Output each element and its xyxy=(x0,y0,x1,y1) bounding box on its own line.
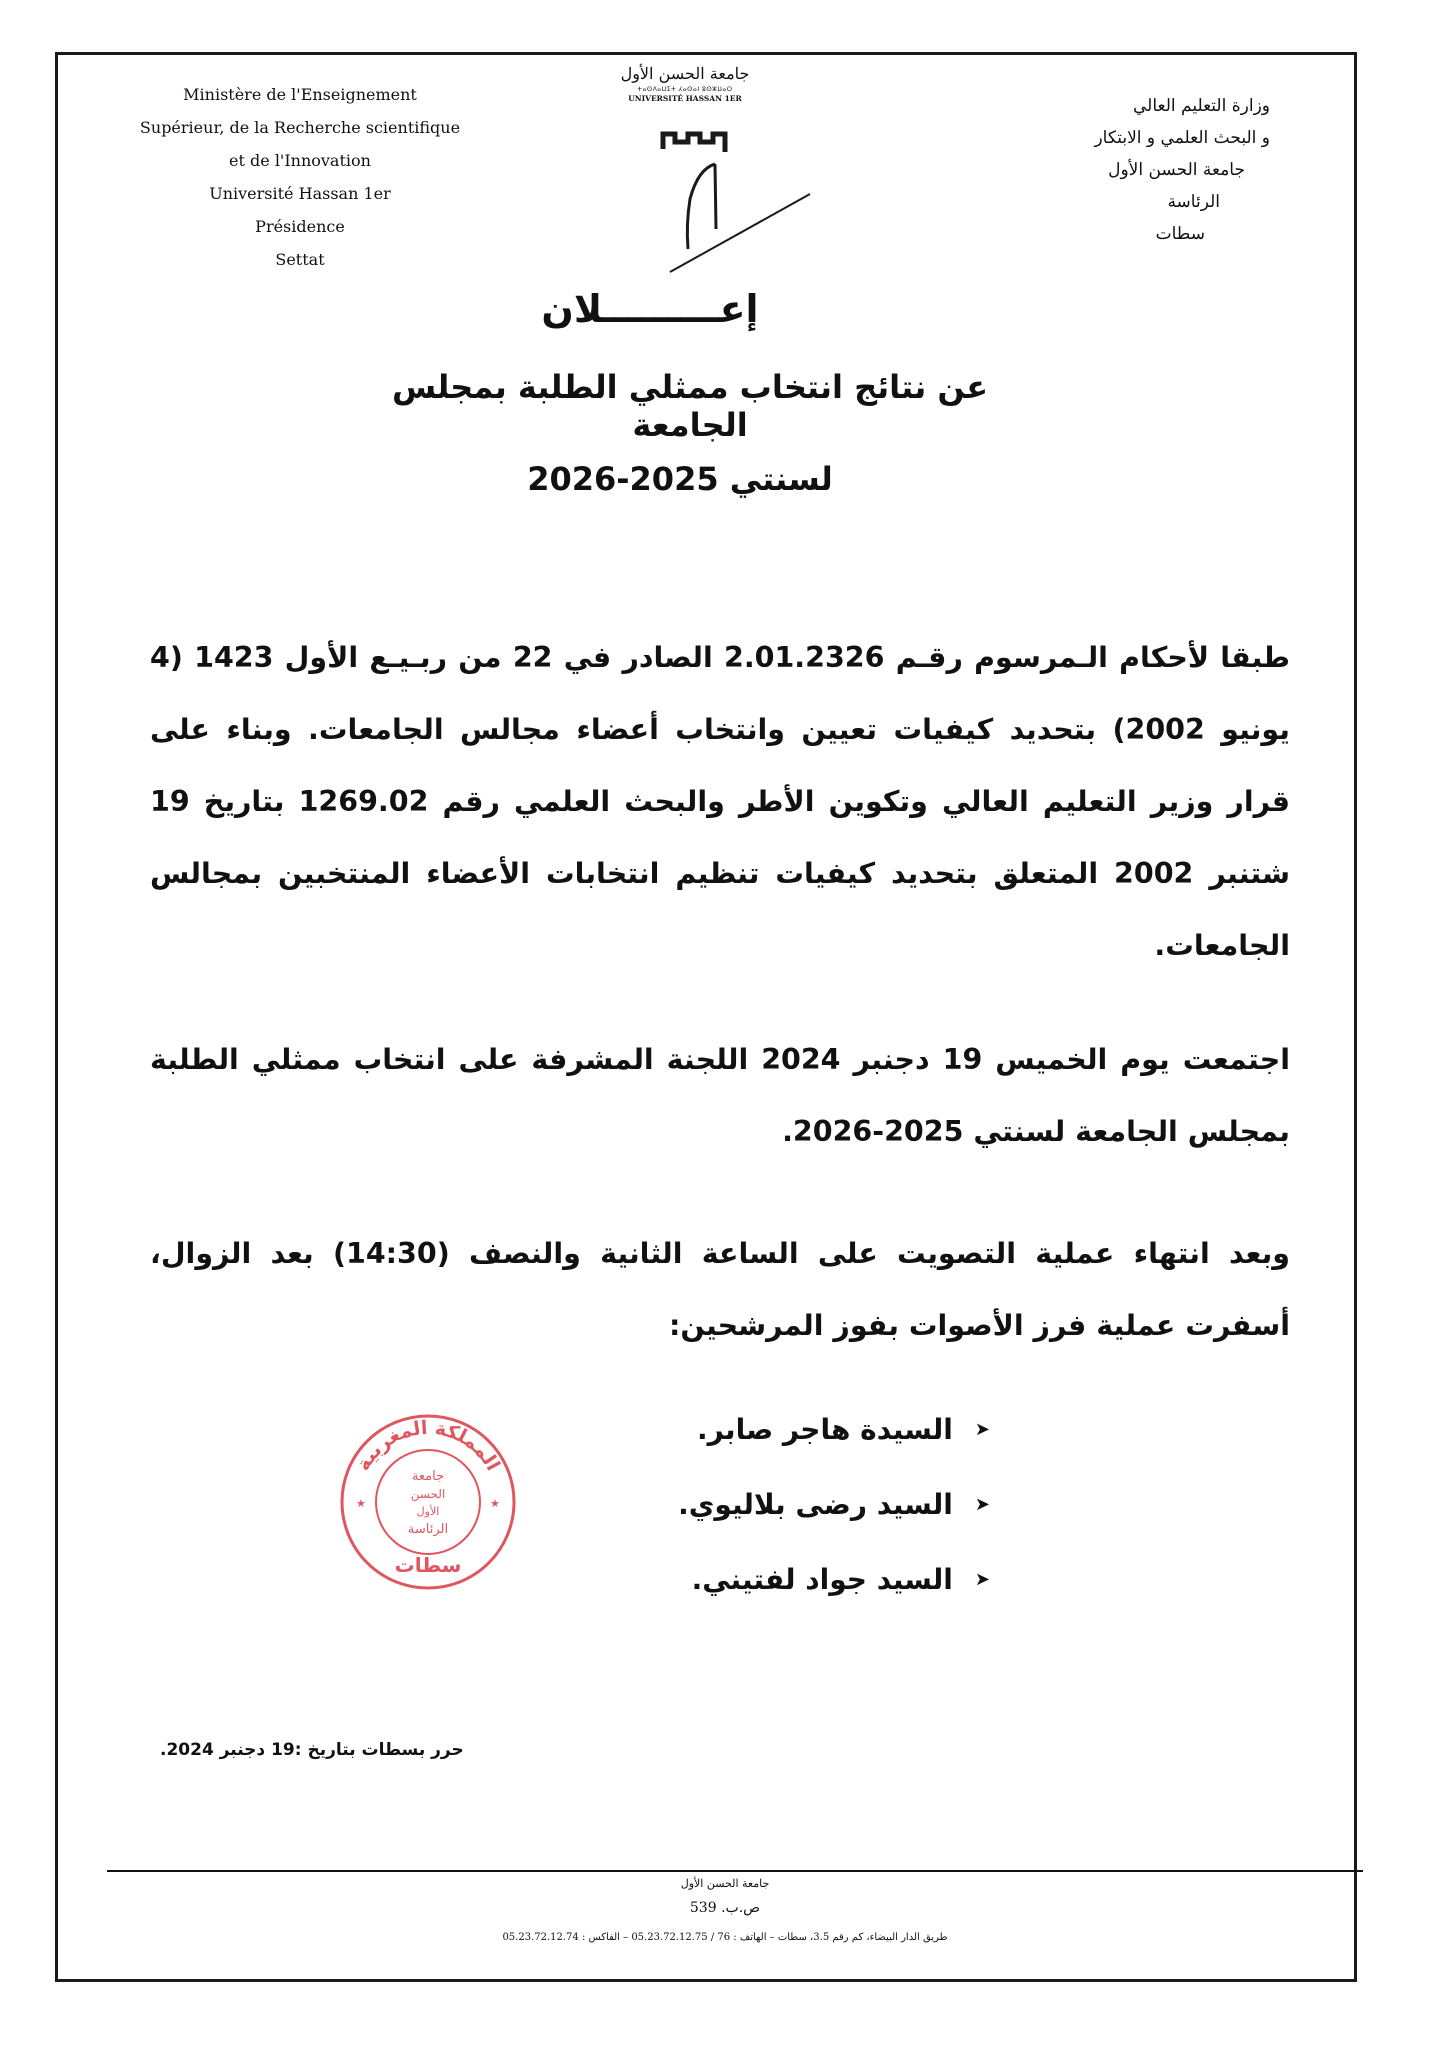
footer-contact: طريق الدار البيضاء، كم رقم 3.5، سطات – الهاتف : 76 / 05.23.72.12.75 – الفاكس : 05.23.72.12.74 xyxy=(502,1932,948,1943)
logo-french-name: UNIVERSITÉ HASSAN 1ER xyxy=(628,94,742,103)
logo-tifinagh-name: ⵜⴰⵙⴷⴰⵡⵉⵜ ⵃⴰⵙⴰⵏ ⵓⵙⵣⵡⴰⵔ xyxy=(637,86,733,93)
header-arabic-line: وزارة التعليم العالي xyxy=(1132,96,1270,116)
footer-po-box: ص.ب. 539 xyxy=(689,1900,761,1916)
stamp-city: سطات xyxy=(394,1553,462,1577)
header-arabic-line: سطات xyxy=(1155,224,1205,244)
logo-arabic-name: جامعة الحسن الأول xyxy=(620,64,750,83)
stamp-inner-line: جامعة xyxy=(411,1469,445,1484)
winners-list xyxy=(678,1392,990,1617)
logo-tower-icon xyxy=(620,64,820,284)
issued-date-line: حرر بسطات بتاريخ :19 دجنبر 2024. xyxy=(160,1740,464,1760)
header-french-line: Présidence xyxy=(255,217,345,236)
paragraph-vote-results: وبعد انتهاء عملية التصويت على الساعة الثانية والنصف (14:30) بعد الزوال، أسفرت عملية فرز الأصوات بفوز المرشحين: xyxy=(150,1237,1290,1342)
header-arabic-line: جامعة الحسن الأول xyxy=(1108,160,1245,180)
header-french-line: Université Hassan 1er xyxy=(209,184,391,203)
announcement-subtitle: عن نتائج انتخاب ممثلي الطلبة بمجلس الجامعة xyxy=(391,368,989,444)
university-logo xyxy=(620,64,820,284)
header-arabic-block xyxy=(960,90,1270,250)
announcement-title: إعـــــــــلان xyxy=(541,287,759,331)
svg-text:المملكة المغربية xyxy=(352,1417,504,1475)
header-french-line: et de l'Innovation xyxy=(229,151,371,170)
paragraph-committee-meeting: اجتمعت يوم الخميس 19 دجنبر 2024 اللجنة المشرفة على انتخاب ممثلي الطلبة بمجلس الجامعة لسنتي 2025-2026. xyxy=(150,1043,1291,1148)
official-stamp xyxy=(338,1412,518,1592)
list-item xyxy=(678,1542,990,1617)
list-item xyxy=(678,1467,990,1542)
footer-divider xyxy=(107,1870,1363,1872)
footer-university-name: جامعة الحسن الأول xyxy=(680,1877,770,1890)
stamp-star-icon: ★ xyxy=(356,1497,366,1510)
stamp-inner-line: الأول xyxy=(416,1505,440,1518)
announcement-years: لسنتي 2025-2026 xyxy=(527,460,833,498)
paragraph-legal-basis: طبقا لأحكام الـمرسوم رقـم 2.01.2326 الصادر في 22 من ربـيـع الأول 1423 (4 يونيو 2002) بتحديد كيفيات تعيين وانتخاب أعضاء مجالس الجامعات. وبناء على قرار وزير التعليم العالي وتكوين الأطر والبحث العلمي رقم 1269.02 بتاريخ 19 شتنبر 2002 المتعلق بتحديد كيفيات تنظيم انتخابات الأعضاء المنتخبين بمجالس الجامعات. xyxy=(150,641,1291,962)
page-border xyxy=(55,52,1357,1982)
candidate-name: السيدة هاجر صابر. xyxy=(697,1413,953,1446)
header-french-block xyxy=(120,78,480,276)
header-arabic-line: و البحث العلمي و الابتكار xyxy=(1094,128,1270,148)
header-french-line: Settat xyxy=(275,250,325,269)
candidate-name: السيد جواد لفتيني. xyxy=(691,1563,953,1596)
stamp-inner-line: الحسن xyxy=(410,1487,446,1501)
stamp-outer-text: المملكة المغربية xyxy=(352,1416,505,1475)
header-arabic-line: الرئاسة xyxy=(1167,192,1220,212)
list-item xyxy=(678,1392,990,1467)
header-french-line: Supérieur, de la Recherche scientifique xyxy=(139,118,461,137)
stamp-star-icon: ★ xyxy=(490,1497,500,1510)
header-french-line: Ministère de l'Enseignement xyxy=(183,85,417,104)
candidate-name: السيد رضى بلاليوي. xyxy=(678,1488,953,1521)
arrow-bullet-icon: ➤ xyxy=(974,1494,990,1515)
arrow-bullet-icon: ➤ xyxy=(974,1419,990,1440)
stamp-inner-line: الرئاسة xyxy=(407,1522,449,1537)
arrow-bullet-icon: ➤ xyxy=(974,1569,990,1590)
